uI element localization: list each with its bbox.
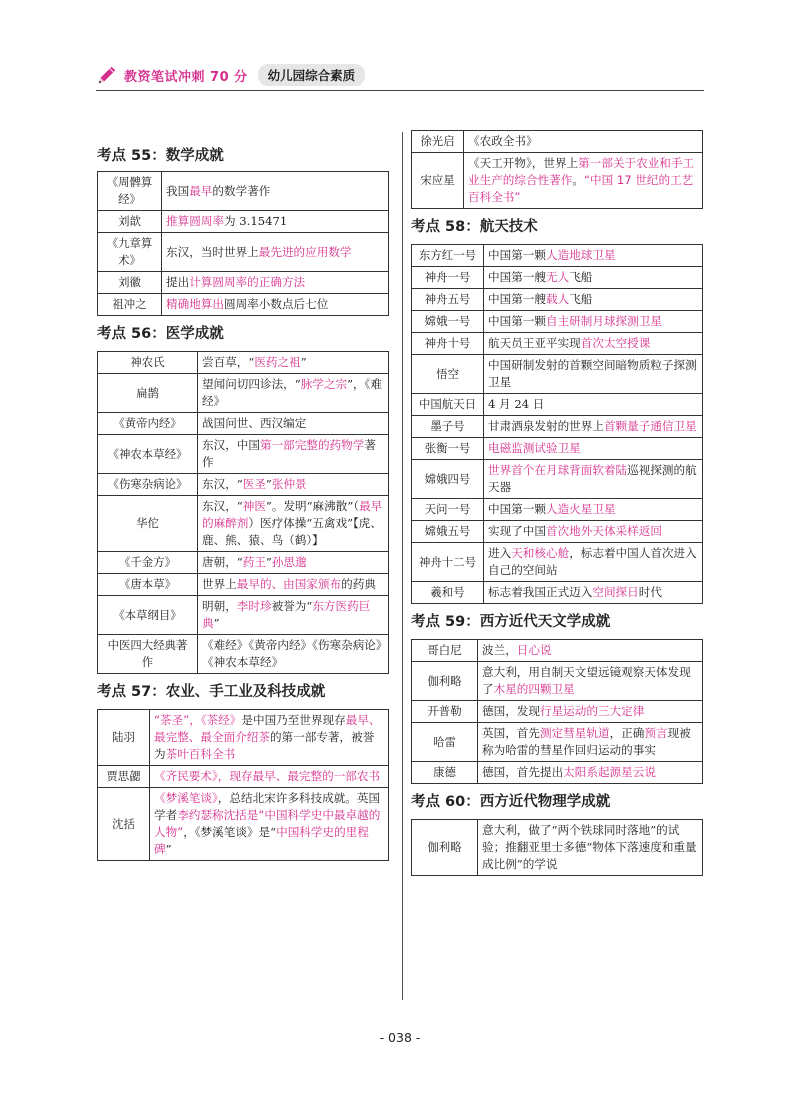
body-text: ” [165, 842, 172, 856]
highlight-text: 精确地算出 [166, 297, 224, 311]
row-key: 华佗 [98, 496, 198, 552]
table-row [98, 552, 389, 574]
row-key: 沈括 [98, 788, 150, 861]
highlight-text: 神医 [242, 499, 266, 513]
row-key: 贾思勰 [98, 766, 150, 788]
page-header [96, 62, 365, 88]
highlight-text: 李约瑟称沈括是“中国科学史中最卓越的人物” [154, 808, 381, 839]
highlight-text: 医圣 [242, 477, 266, 491]
row-key: 《九章算术》 [98, 233, 162, 272]
page-number: - 038 - [379, 1030, 421, 1045]
table-row [412, 438, 703, 460]
row-value [464, 153, 703, 209]
section-title: 考点 58：航天技术 [411, 219, 538, 235]
body-text: 著作 [202, 438, 376, 469]
row-value [162, 233, 389, 272]
highlight-text: 载人 [545, 292, 570, 306]
highlight-text: 木星的四颗卫星 [493, 682, 575, 696]
table-row [412, 311, 703, 333]
highlight-text: 首次太空授课 [580, 336, 651, 350]
section-table [97, 171, 389, 316]
highlight-text: 首次地外天体采样返回 [545, 524, 662, 538]
row-key: 刘歆 [98, 211, 162, 233]
column-divider [402, 132, 403, 1000]
row-key: 中国航天日 [412, 394, 484, 416]
highlight-text: 人造地球卫星 [545, 248, 616, 262]
row-value [478, 701, 703, 723]
row-value [162, 294, 389, 316]
table-row [412, 460, 703, 499]
row-key: 《千金方》 [98, 552, 198, 574]
row-value [464, 131, 703, 153]
highlight-text: 药王 [242, 555, 266, 569]
row-value [198, 352, 389, 374]
body-text: 意大利，用自制天文望远镜观察天体发现了 [482, 665, 691, 696]
table-row [412, 701, 703, 723]
row-value [162, 172, 389, 211]
body-text: 飞船 [569, 270, 593, 284]
header-tag: 幼儿园综合素质 [258, 64, 366, 86]
table-row [98, 352, 389, 374]
highlight-text: 太阳系起源星云说 [563, 765, 656, 779]
body-text: 为 3.15471 [223, 214, 288, 228]
table-row [412, 521, 703, 543]
highlight-text: 《梦溪笔谈》 [154, 791, 218, 805]
highlight-text: 第一部关于农业和手工业生产的综合性著作 [468, 156, 695, 187]
section-table [411, 244, 703, 604]
body-text: 提出 [166, 275, 190, 289]
row-key: 神农氏 [98, 352, 198, 374]
body-text: 德国，首先提出 [482, 765, 564, 779]
row-key: 神舟十号 [412, 333, 484, 355]
table-row [98, 635, 389, 674]
section-title: 考点 60：西方近代物理学成就 [411, 794, 611, 810]
highlight-text: 测定彗星轨道 [539, 726, 610, 740]
table-row [412, 762, 703, 784]
section-title: 考点 55：数学成就 [97, 148, 224, 164]
row-key: 哥白尼 [412, 640, 478, 662]
body-text: 甘肃酒泉发射的世界上 [488, 419, 604, 433]
row-key: 开普勒 [412, 701, 478, 723]
body-text: 实现了中国 [488, 524, 546, 538]
row-value [484, 438, 703, 460]
row-value [162, 272, 389, 294]
table-row [98, 211, 389, 233]
row-key: 张衡一号 [412, 438, 484, 460]
body-text: 的数学著作 [212, 183, 271, 198]
row-value [478, 762, 703, 784]
row-key: 伽利略 [412, 662, 478, 701]
body-text: 时代 [638, 585, 662, 599]
body-text: 我国 [166, 183, 190, 198]
row-value [484, 311, 703, 333]
row-key: 悟空 [412, 355, 484, 394]
table-body [98, 710, 389, 861]
body-text: 战国问世、西汉编定 [202, 416, 307, 430]
body-text: ，总结北宋许多科技成就。英国学者 [154, 791, 381, 822]
highlight-text: 无人 [545, 270, 570, 284]
body-text: 英国，首先 [482, 726, 540, 740]
highlight-text: 孙思邈 [271, 555, 307, 569]
body-text: 标志着我国正式迈入 [488, 585, 593, 599]
header-rule [96, 90, 704, 91]
row-key: 嫦娥四号 [412, 460, 484, 499]
body-text: 德国，发现 [482, 704, 540, 718]
left-column [97, 130, 389, 861]
table-row [412, 582, 703, 604]
row-key: 扁鹊 [98, 374, 198, 413]
right-column [411, 130, 703, 876]
highlight-text: 中国科学史的里程碑 [154, 825, 369, 856]
row-value [150, 766, 389, 788]
highlight-text: 天和核心舱 [511, 546, 570, 560]
highlight-text: 日心说 [516, 643, 552, 657]
row-key: 神舟一号 [412, 267, 484, 289]
highlight-text: 电磁监测试验卫星 [488, 441, 581, 455]
table-row [412, 543, 703, 582]
body-text: 中国第一艘 [488, 270, 546, 284]
highlight-text: 首颗量子通信卫星 [603, 419, 697, 433]
highlight-text: “茶圣”，《茶经》 [154, 713, 242, 727]
row-value [162, 211, 389, 233]
table-row [98, 435, 389, 474]
body-text: 中国第一颗 [488, 314, 546, 328]
table-row [98, 710, 389, 766]
table-row [98, 596, 389, 635]
section-title: 考点 57：农业、手工业及科技成就 [97, 684, 326, 700]
row-value [478, 662, 703, 701]
table-row [98, 413, 389, 435]
row-value [150, 710, 389, 766]
row-value [198, 552, 389, 574]
row-value [478, 723, 703, 762]
table-row [412, 416, 703, 438]
body-text: 《天工开物》，世界上 [468, 156, 579, 170]
highlight-text: 计算圆周率的正确方法 [189, 275, 306, 289]
body-text: 《农政全书》 [468, 134, 538, 148]
row-key: 《伤寒杂病论》 [98, 474, 198, 496]
row-key: 东方红一号 [412, 245, 484, 267]
pencil-icon [96, 64, 118, 86]
body-text: 中国第一颗 [488, 502, 546, 516]
row-value [484, 289, 703, 311]
body-text: 巡视探测的航天器 [488, 463, 697, 494]
highlight-text: 东方医药巨典 [202, 599, 371, 630]
table-row [412, 131, 703, 153]
table-row [98, 788, 389, 861]
section-table-continued [411, 130, 703, 209]
row-value [478, 820, 703, 876]
highlight-text: 张仲景 [271, 477, 307, 491]
highlight-text: 自主研制月球探测卫星 [545, 314, 662, 328]
section-table [411, 639, 703, 784]
row-value [484, 355, 703, 394]
row-value [484, 582, 703, 604]
table-body [412, 245, 703, 604]
highlight-text: 医药之祖 [254, 355, 301, 369]
highlight-text: 推算圆周率 [166, 214, 224, 228]
row-key: 《本草纲目》 [98, 596, 198, 635]
row-value [484, 416, 703, 438]
body-text: ，标志着中国人首次进入自己的空间站 [488, 546, 697, 577]
body-text: 的药典 [341, 577, 376, 591]
table-row [412, 640, 703, 662]
table-row [412, 289, 703, 311]
row-key: 宋应星 [412, 153, 464, 209]
highlight-text: 最先进的应用数学 [258, 244, 352, 259]
table-row [412, 153, 703, 209]
table-row [412, 267, 703, 289]
table-row [412, 245, 703, 267]
body-text: ，正确 [609, 726, 645, 740]
table-body [98, 352, 389, 674]
table-row [412, 394, 703, 416]
body-text: 中国第一颗 [488, 248, 546, 262]
highlight-text: 人造火星卫星 [545, 502, 616, 516]
row-key: 康德 [412, 762, 478, 784]
row-value [484, 521, 703, 543]
body-text: 东汉，“ [202, 499, 243, 513]
table-row [98, 474, 389, 496]
row-key: 神舟五号 [412, 289, 484, 311]
body-text: 航天员王亚平实现 [488, 336, 581, 350]
highlight-text: 脉学之宗 [300, 377, 348, 391]
table-row [98, 374, 389, 413]
highlight-text: 李时珍 [236, 599, 272, 613]
body-text: 东汉，“ [202, 477, 243, 491]
body-text: ” [265, 477, 272, 491]
row-key: 《周髀算经》 [98, 172, 162, 211]
section-title: 考点 59：西方近代天文学成就 [411, 614, 611, 630]
row-value [484, 543, 703, 582]
body-text: 望闻问切四诊法，“ [202, 377, 301, 391]
row-value [484, 333, 703, 355]
table-row [412, 499, 703, 521]
body-text: 东汉，中国 [202, 438, 260, 452]
highlight-text: 世界首个在月球背面软着陆 [488, 463, 628, 477]
section-table [411, 819, 703, 876]
row-key: 陆羽 [98, 710, 150, 766]
body-text: 中国第一艘 [488, 292, 546, 306]
row-key: 羲和号 [412, 582, 484, 604]
section-title: 考点 56：医学成就 [97, 326, 224, 342]
row-key: 《黄帝内经》 [98, 413, 198, 435]
row-value [484, 394, 703, 416]
body-text: 飞船 [569, 292, 593, 306]
body-text: 意大利，做了“两个铁球同时落地”的试验；推翻亚里士多德“物体下落速度和重量成比例”的学说 [482, 823, 697, 871]
table-body [412, 640, 703, 784]
section-table [97, 709, 389, 861]
body-text: 4 月 24 日 [488, 397, 545, 411]
body-text: 被誉为“ [271, 599, 313, 613]
body-text: 明朝， [202, 599, 237, 613]
row-value [198, 474, 389, 496]
highlight-text: 最早、最完整、最全面介绍茶 [154, 713, 381, 744]
row-value [484, 460, 703, 499]
body-text: 《难经》《黄帝内经》《伤寒杂病论》《神农本草经》 [202, 638, 382, 669]
highlight-text: 第一部完整的药物学 [259, 438, 365, 452]
row-value [198, 496, 389, 552]
body-text: 圆周率小数点后七位 [223, 297, 329, 311]
body-text: 中国研制发射的首颗空间暗物质粒子探测卫星 [488, 358, 697, 389]
body-text: 是中国乃至世界现存 [241, 713, 346, 727]
highlight-text: 最早的、由国家颁布 [236, 577, 342, 591]
row-key: 《唐本草》 [98, 574, 198, 596]
highlight-text: 最早的麻醉剂 [202, 499, 383, 530]
body-text: 波兰， [482, 643, 517, 657]
row-value [198, 435, 389, 474]
body-text: ”，《难经》 [202, 377, 382, 408]
body-text: 进入 [488, 546, 512, 560]
body-text: 的第一部专著，被誉为 [154, 730, 375, 761]
row-key: 伽利略 [412, 820, 478, 876]
table-row [98, 766, 389, 788]
body-text: ” [213, 616, 220, 630]
body-text: 世界上 [202, 577, 237, 591]
highlight-text: 《齐民要术》，现存最早、最完整的一部农书 [154, 769, 381, 783]
row-value [484, 499, 703, 521]
row-key: 天问一号 [412, 499, 484, 521]
row-key: 《神农本草经》 [98, 435, 198, 474]
row-key: 墨子号 [412, 416, 484, 438]
row-value [198, 574, 389, 596]
highlight-text: 空间探日 [592, 585, 639, 599]
row-key: 嫦娥五号 [412, 521, 484, 543]
body-text: 东汉，当时世界上 [166, 244, 259, 259]
body-text: 尝百草，“ [202, 355, 255, 369]
highlight-text: 行星运动的三大定律 [539, 704, 645, 718]
table-body [412, 820, 703, 876]
table-row [98, 172, 389, 211]
table-row [412, 723, 703, 762]
row-value [198, 596, 389, 635]
section-table [97, 351, 389, 674]
table-body [412, 131, 703, 209]
row-value [150, 788, 389, 861]
header-title: 教资笔试冲刺 70 分 [124, 69, 248, 85]
highlight-text: “中国 17 世纪的工艺百科全书” [468, 173, 694, 204]
row-key: 嫦娥一号 [412, 311, 484, 333]
highlight-text: 茶叶百科全书 [165, 747, 236, 761]
row-key: 神舟十二号 [412, 543, 484, 582]
row-value [198, 413, 389, 435]
table-row [412, 662, 703, 701]
body-text: ）医疗体操“五禽戏”【虎、鹿、熊、猿、鸟（鹤）】 [202, 516, 382, 547]
table-row [412, 333, 703, 355]
body-text: ，《梦溪笔谈》是“ [183, 825, 277, 839]
table-row [98, 574, 389, 596]
body-text: 。 [572, 173, 584, 187]
table-row [412, 820, 703, 876]
row-key: 刘徽 [98, 272, 162, 294]
row-value [484, 245, 703, 267]
body-text: ” [300, 355, 307, 369]
row-key: 徐光启 [412, 131, 464, 153]
highlight-text: 最早 [189, 183, 213, 198]
body-text: 现被称为哈雷的彗星作回归运动的事实 [482, 726, 691, 757]
body-text: ”。发明“麻沸散”（ [265, 499, 360, 513]
table-row [98, 272, 389, 294]
row-key: 哈雷 [412, 723, 478, 762]
table-row [98, 294, 389, 316]
highlight-text: 预言 [644, 726, 668, 740]
row-value [198, 374, 389, 413]
table-row [98, 233, 389, 272]
table-row [98, 496, 389, 552]
row-value [198, 635, 389, 674]
row-key: 祖冲之 [98, 294, 162, 316]
body-text: ” [265, 555, 272, 569]
table-row [412, 355, 703, 394]
row-value [478, 640, 703, 662]
row-key: 中医四大经典著作 [98, 635, 198, 674]
body-text: 唐朝，“ [202, 555, 243, 569]
table-body [98, 172, 389, 316]
row-value [484, 267, 703, 289]
